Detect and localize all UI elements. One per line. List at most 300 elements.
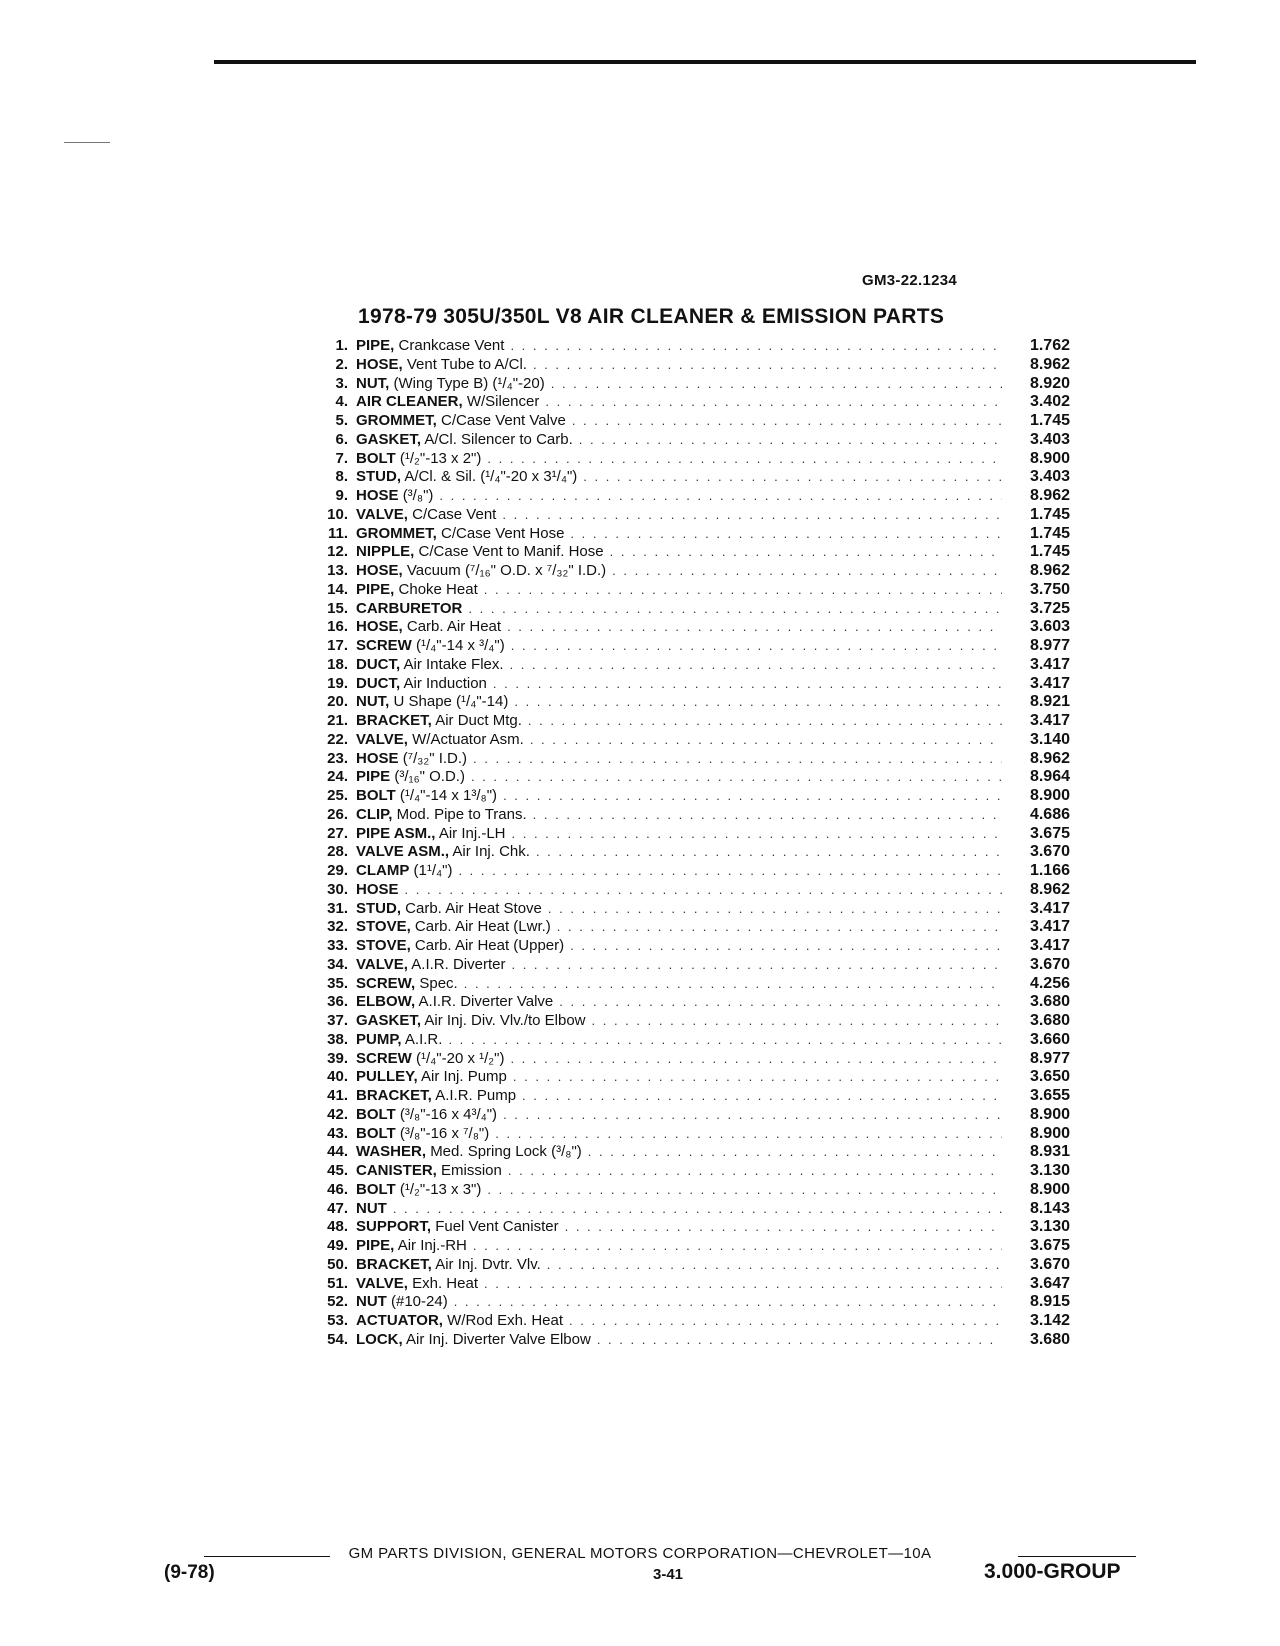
dot-leader <box>484 1275 1002 1294</box>
part-detail: A.I.R. <box>404 1030 443 1048</box>
group-number: 8.931 <box>1029 1143 1070 1161</box>
table-row <box>300 918 1070 937</box>
part-description <box>356 825 506 844</box>
dot-leader <box>502 506 1002 525</box>
part-name: CANISTER, <box>356 1162 437 1179</box>
part-name: BOLT <box>356 787 396 804</box>
table-row <box>300 656 1070 675</box>
dot-leader <box>473 1237 1002 1256</box>
part-number: 9. <box>335 487 348 504</box>
table-row <box>300 731 1070 750</box>
dot-leader <box>514 693 1002 712</box>
part-description <box>356 412 566 431</box>
part-detail: A.I.R. Diverter <box>411 955 506 973</box>
part-name: BOLT <box>356 1180 396 1198</box>
part-name: PIPE ASM., <box>356 824 436 842</box>
part-name: STUD, <box>356 899 401 917</box>
part-name: BOLT <box>356 1105 396 1123</box>
part-name: PUMP, <box>356 1030 402 1048</box>
part-description <box>356 862 452 881</box>
dot-leader <box>583 468 1002 487</box>
part-number: 1. <box>335 337 348 354</box>
part-name: CARBURETOR <box>356 599 463 617</box>
part-number: 21. <box>327 712 348 729</box>
part-description <box>356 1275 478 1294</box>
dot-leader <box>545 393 1002 412</box>
page-number: 3-41 <box>652 1566 684 1583</box>
dot-leader <box>439 487 1002 506</box>
group-number: 8.962 <box>1029 487 1070 504</box>
part-number: 20. <box>327 693 348 711</box>
table-row <box>300 431 1070 450</box>
part-detail: A.I.R. Diverter Valve <box>418 993 554 1011</box>
part-detail: Carb. Air Heat (Lwr.) <box>414 918 551 936</box>
part-detail: W/Actuator Asm. <box>412 730 524 748</box>
part-number: 52. <box>327 1293 348 1311</box>
table-row <box>300 843 1070 862</box>
part-description <box>356 881 399 900</box>
part-description <box>356 1050 504 1069</box>
group-number: 8.962 <box>1029 749 1070 767</box>
part-detail: W/Silencer <box>466 393 540 411</box>
table-row <box>300 787 1070 806</box>
part-detail: Air Inj. Div. Vlv./to Elbow <box>424 1012 586 1029</box>
part-number: 42. <box>327 1105 348 1123</box>
part-detail: C/Case Vent Hose <box>441 524 565 542</box>
part-detail: Air Intake Flex. <box>403 655 504 673</box>
part-number: 32. <box>327 918 348 936</box>
group-number: 8.962 <box>1029 880 1070 898</box>
part-number: 19. <box>327 674 348 692</box>
part-name: GROMMET, <box>356 412 437 429</box>
table-row <box>300 581 1070 600</box>
part-name: NUT, <box>356 693 390 711</box>
table-row <box>300 487 1070 506</box>
part-description <box>356 1031 442 1050</box>
group-number: 8.977 <box>1029 637 1070 654</box>
dot-leader <box>507 618 1002 637</box>
dot-leader <box>533 356 1002 375</box>
part-description <box>356 731 524 750</box>
dot-leader <box>588 1143 1002 1162</box>
group-number: 8.977 <box>1029 1049 1070 1067</box>
table-row <box>300 806 1070 825</box>
group-number: 8.900 <box>1029 449 1070 467</box>
group-number: 3.142 <box>1029 1312 1070 1329</box>
dot-leader <box>464 975 1002 994</box>
part-description <box>356 1200 387 1219</box>
part-number: 26. <box>327 805 348 823</box>
part-detail: Air Inj. Pump <box>421 1068 507 1086</box>
part-number: 51. <box>327 1274 348 1292</box>
part-description <box>356 693 508 712</box>
group-number: 8.915 <box>1029 1293 1070 1311</box>
group-number: 8.900 <box>1029 1180 1070 1198</box>
dot-leader <box>610 543 1002 562</box>
dot-leader <box>551 375 1002 394</box>
part-detail: W/Rod Exh. Heat <box>447 1312 564 1329</box>
part-number: 28. <box>327 843 348 861</box>
part-name: VALVE ASM., <box>356 843 450 861</box>
group-number: 3.403 <box>1029 430 1070 448</box>
part-description <box>356 506 496 525</box>
group-number: 8.964 <box>1029 768 1070 786</box>
part-detail: Air Inj. Diverter Valve Elbow <box>406 1330 591 1348</box>
part-detail: Spec. <box>419 974 458 992</box>
part-description <box>356 1331 591 1350</box>
part-name: AIR CLEANER, <box>356 393 463 411</box>
part-detail: Carb. Air Heat <box>406 618 502 636</box>
part-description <box>356 1237 467 1256</box>
part-detail: Mod. Pipe to Trans. <box>396 805 527 823</box>
part-detail: (¹/₄"-20 x ¹/₂") <box>416 1049 505 1067</box>
part-description <box>356 1218 559 1237</box>
part-description <box>356 525 564 544</box>
table-row <box>300 1293 1070 1312</box>
part-number: 53. <box>327 1312 348 1329</box>
table-row <box>300 412 1070 431</box>
part-number: 2. <box>335 355 348 373</box>
part-number: 18. <box>327 655 348 673</box>
part-name: WASHER, <box>356 1143 427 1161</box>
part-name: PIPE <box>356 768 391 786</box>
dot-leader <box>612 562 1002 581</box>
part-description <box>356 993 553 1012</box>
part-detail: Air Inj. Dvtr. Vlv. <box>435 1255 541 1273</box>
group-number: 3.417 <box>1029 899 1070 917</box>
table-row <box>300 900 1070 919</box>
dot-leader <box>503 1106 1002 1125</box>
part-name: DUCT, <box>356 674 401 692</box>
dot-leader <box>468 600 1002 619</box>
part-number: 50. <box>327 1255 348 1273</box>
part-name: NUT, <box>356 374 390 392</box>
part-number: 47. <box>327 1199 348 1217</box>
table-row <box>300 525 1070 544</box>
table-row <box>300 750 1070 769</box>
part-detail: Choke Heat <box>398 580 478 598</box>
part-detail: C/Case Vent <box>412 505 497 523</box>
part-name: CLAMP <box>356 862 410 879</box>
group-number: 3.130 <box>1029 1218 1070 1236</box>
part-detail: C/Case Vent to Manif. Hose <box>418 543 604 561</box>
group-number: 3.680 <box>1029 993 1070 1011</box>
group-number: 1.762 <box>1029 337 1070 354</box>
dot-leader <box>557 918 1002 937</box>
part-description <box>356 356 527 375</box>
part-detail: (1¹/₄") <box>413 862 453 879</box>
part-name: PIPE, <box>356 1237 395 1254</box>
dot-leader <box>454 1293 1002 1312</box>
dot-leader <box>512 825 1003 844</box>
part-name: HOSE, <box>356 618 403 636</box>
group-number: 1.745 <box>1029 412 1070 429</box>
part-detail: U Shape (¹/₄"-14) <box>393 693 509 711</box>
dot-leader <box>484 581 1002 600</box>
part-description <box>356 937 564 956</box>
part-description <box>356 468 577 487</box>
part-detail: Emission <box>441 1162 502 1179</box>
part-number: 49. <box>327 1237 348 1254</box>
table-row <box>300 375 1070 394</box>
part-name: HOSE, <box>356 562 403 579</box>
part-detail: Fuel Vent Canister <box>435 1218 559 1236</box>
part-name: PIPE, <box>356 580 395 598</box>
part-number: 17. <box>327 637 348 654</box>
part-number: 4. <box>335 393 348 411</box>
group-number: 3.140 <box>1029 730 1070 748</box>
part-name: NUT <box>356 1199 387 1217</box>
part-number: 30. <box>327 880 348 898</box>
document-code: GM3-22.1234 <box>862 272 958 289</box>
dot-leader <box>493 675 1002 694</box>
group-number: 8.920 <box>1029 374 1070 392</box>
part-detail: A.I.R. Pump <box>435 1087 517 1104</box>
group-label: 3.000-GROUP <box>984 1560 1121 1583</box>
table-row <box>300 937 1070 956</box>
table-row <box>300 356 1070 375</box>
part-name: BRACKET, <box>356 712 432 729</box>
part-detail: Carb. Air Heat Stove <box>405 899 542 917</box>
dot-leader <box>393 1200 1002 1219</box>
part-description <box>356 787 497 806</box>
part-description <box>356 543 604 562</box>
part-number: 25. <box>327 787 348 804</box>
table-row <box>300 1125 1070 1144</box>
part-number: 43. <box>327 1124 348 1142</box>
table-row <box>300 1143 1070 1162</box>
part-name: HOSE, <box>356 355 403 373</box>
part-description <box>356 637 505 656</box>
part-description <box>356 656 504 675</box>
part-detail: Air Induction <box>403 674 487 692</box>
table-row <box>300 975 1070 994</box>
part-name: HOSE <box>356 749 399 767</box>
dot-leader <box>487 1181 1002 1200</box>
part-number: 3. <box>335 374 348 392</box>
table-row <box>300 768 1070 787</box>
part-description <box>356 712 522 731</box>
part-name: CLIP, <box>356 805 393 823</box>
part-name: SCREW <box>356 637 412 654</box>
part-description <box>356 431 573 450</box>
part-number: 44. <box>327 1143 348 1161</box>
footer-rule-right <box>1018 1556 1136 1557</box>
table-row <box>300 506 1070 525</box>
dot-leader <box>570 937 1002 956</box>
part-detail: (¹/₄"-14 x 1³/₈") <box>399 787 498 804</box>
part-detail: Med. Spring Lock (³/₈") <box>430 1143 582 1161</box>
group-number: 3.603 <box>1029 618 1070 636</box>
table-row <box>300 1256 1070 1275</box>
part-description <box>356 1012 586 1031</box>
part-name: PULLEY, <box>356 1068 418 1086</box>
part-description <box>356 618 501 637</box>
part-detail: Crankcase Vent <box>398 337 505 354</box>
part-detail: (³/₈"-16 x ⁷/₈") <box>399 1124 490 1142</box>
part-detail: Vent Tube to A/Cl. <box>406 355 527 373</box>
dot-leader <box>572 412 1002 431</box>
group-number: 1.745 <box>1029 505 1070 523</box>
dot-leader <box>559 993 1002 1012</box>
top-rule <box>214 60 1196 64</box>
part-name: BOLT <box>356 1124 396 1142</box>
part-description <box>356 768 465 787</box>
dot-leader <box>458 862 1002 881</box>
part-name: GASKET, <box>356 1012 422 1029</box>
table-row <box>300 1162 1070 1181</box>
group-number: 3.750 <box>1029 580 1070 598</box>
part-name: STOVE, <box>356 937 411 954</box>
part-number: 24. <box>327 768 348 786</box>
dot-leader <box>510 337 1002 356</box>
part-description <box>356 393 539 412</box>
group-number: 3.402 <box>1029 393 1070 411</box>
parts-list <box>300 337 1070 1350</box>
group-number: 3.417 <box>1029 712 1070 729</box>
part-description <box>356 900 542 919</box>
group-number: 8.921 <box>1029 693 1070 711</box>
part-description <box>356 806 527 825</box>
part-name: HOSE <box>356 880 399 898</box>
part-detail: Air Inj. Chk. <box>452 843 530 861</box>
group-number: 3.660 <box>1029 1030 1070 1048</box>
footer-date: (9-78) <box>164 1562 215 1583</box>
group-number: 3.417 <box>1029 937 1070 954</box>
part-number: 16. <box>327 618 348 636</box>
part-number: 45. <box>327 1162 348 1179</box>
page-title: 1978-79 305U/350L V8 AIR CLEANER & EMISSION PARTS <box>358 305 945 328</box>
part-number: 41. <box>327 1087 348 1104</box>
table-row <box>300 1275 1070 1294</box>
part-name: GASKET, <box>356 430 422 448</box>
part-detail: Air Inj.-RH <box>397 1237 467 1254</box>
part-description <box>356 1181 481 1200</box>
part-number: 13. <box>327 562 348 579</box>
dot-leader <box>569 1312 1002 1331</box>
table-row <box>300 450 1070 469</box>
dot-leader <box>405 881 1002 900</box>
dot-leader <box>579 431 1002 450</box>
part-number: 31. <box>327 899 348 917</box>
part-detail: Carb. Air Heat (Upper) <box>414 937 565 954</box>
part-name: LOCK, <box>356 1330 403 1348</box>
part-number: 27. <box>327 824 348 842</box>
part-number: 36. <box>327 993 348 1011</box>
dot-leader <box>487 450 1002 469</box>
dot-leader <box>536 843 1002 862</box>
dot-leader <box>597 1331 1002 1350</box>
group-number: 3.675 <box>1029 824 1070 842</box>
part-detail: (³/₈") <box>402 487 434 504</box>
part-number: 54. <box>327 1330 348 1348</box>
dot-leader <box>528 712 1002 731</box>
group-number: 3.670 <box>1029 843 1070 861</box>
part-number: 15. <box>327 599 348 617</box>
part-detail: A/Cl. Silencer to Carb. <box>424 430 573 448</box>
part-number: 39. <box>327 1049 348 1067</box>
part-name: HOSE <box>356 487 399 504</box>
part-description <box>356 918 551 937</box>
part-number: 46. <box>327 1180 348 1198</box>
part-number: 40. <box>327 1068 348 1086</box>
part-number: 35. <box>327 974 348 992</box>
dot-leader <box>508 1162 1002 1181</box>
table-row <box>300 1050 1070 1069</box>
dot-leader <box>513 1068 1002 1087</box>
margin-mark <box>64 142 110 143</box>
dot-leader <box>530 731 1002 750</box>
part-detail: (³/₁₆" O.D.) <box>394 768 465 786</box>
part-name: VALVE, <box>356 505 408 523</box>
table-row <box>300 543 1070 562</box>
dot-leader <box>570 525 1002 544</box>
table-row <box>300 393 1070 412</box>
group-number: 8.900 <box>1029 1105 1070 1123</box>
group-number: 3.680 <box>1029 1012 1070 1029</box>
part-number: 38. <box>327 1030 348 1048</box>
table-row <box>300 862 1070 881</box>
table-row <box>300 1312 1070 1331</box>
part-description <box>356 750 467 769</box>
part-name: VALVE, <box>356 1274 408 1292</box>
part-number: 48. <box>327 1218 348 1236</box>
part-name: PIPE, <box>356 337 395 354</box>
table-row <box>300 993 1070 1012</box>
part-number: 34. <box>327 955 348 973</box>
part-number: 8. <box>335 468 348 486</box>
dot-leader <box>510 1050 1002 1069</box>
part-number: 29. <box>327 862 348 879</box>
part-detail: (¹/₂"-13 x 3") <box>399 1180 482 1198</box>
group-number: 1.166 <box>1029 862 1070 879</box>
table-row <box>300 956 1070 975</box>
part-name: ACTUATOR, <box>356 1312 443 1329</box>
group-number: 8.962 <box>1029 355 1070 373</box>
part-detail: (#10-24) <box>391 1293 448 1311</box>
dot-leader <box>473 750 1002 769</box>
table-row <box>300 1181 1070 1200</box>
part-description <box>356 956 505 975</box>
table-row <box>300 468 1070 487</box>
part-number: 14. <box>327 580 348 598</box>
group-number: 3.670 <box>1029 955 1070 973</box>
group-number: 3.403 <box>1029 468 1070 486</box>
group-number: 3.417 <box>1029 674 1070 692</box>
part-number: 33. <box>327 937 348 954</box>
dot-leader <box>522 1087 1002 1106</box>
part-name: ELBOW, <box>356 993 416 1011</box>
part-description <box>356 1256 541 1275</box>
part-description <box>356 1125 489 1144</box>
dot-leader <box>592 1012 1002 1031</box>
part-detail: Exh. Heat <box>412 1274 478 1292</box>
table-row <box>300 1012 1070 1031</box>
part-detail: C/Case Vent Valve <box>441 412 566 429</box>
part-number: 37. <box>327 1012 348 1029</box>
dot-leader <box>547 1256 1002 1275</box>
group-number: 3.650 <box>1029 1068 1070 1086</box>
part-detail: Air Duct Mtg. <box>435 712 522 729</box>
group-number: 3.417 <box>1029 655 1070 673</box>
group-number: 3.647 <box>1029 1274 1070 1292</box>
part-detail: A/Cl. & Sil. (¹/₄"-20 x 3¹/₄") <box>404 468 578 486</box>
part-number: 23. <box>327 749 348 767</box>
footer-publisher: GM PARTS DIVISION, GENERAL MOTORS CORPORATION—CHEVROLET—10A <box>348 1545 932 1562</box>
dot-leader <box>510 656 1002 675</box>
part-name: SCREW <box>356 1049 412 1067</box>
part-description <box>356 1068 507 1087</box>
